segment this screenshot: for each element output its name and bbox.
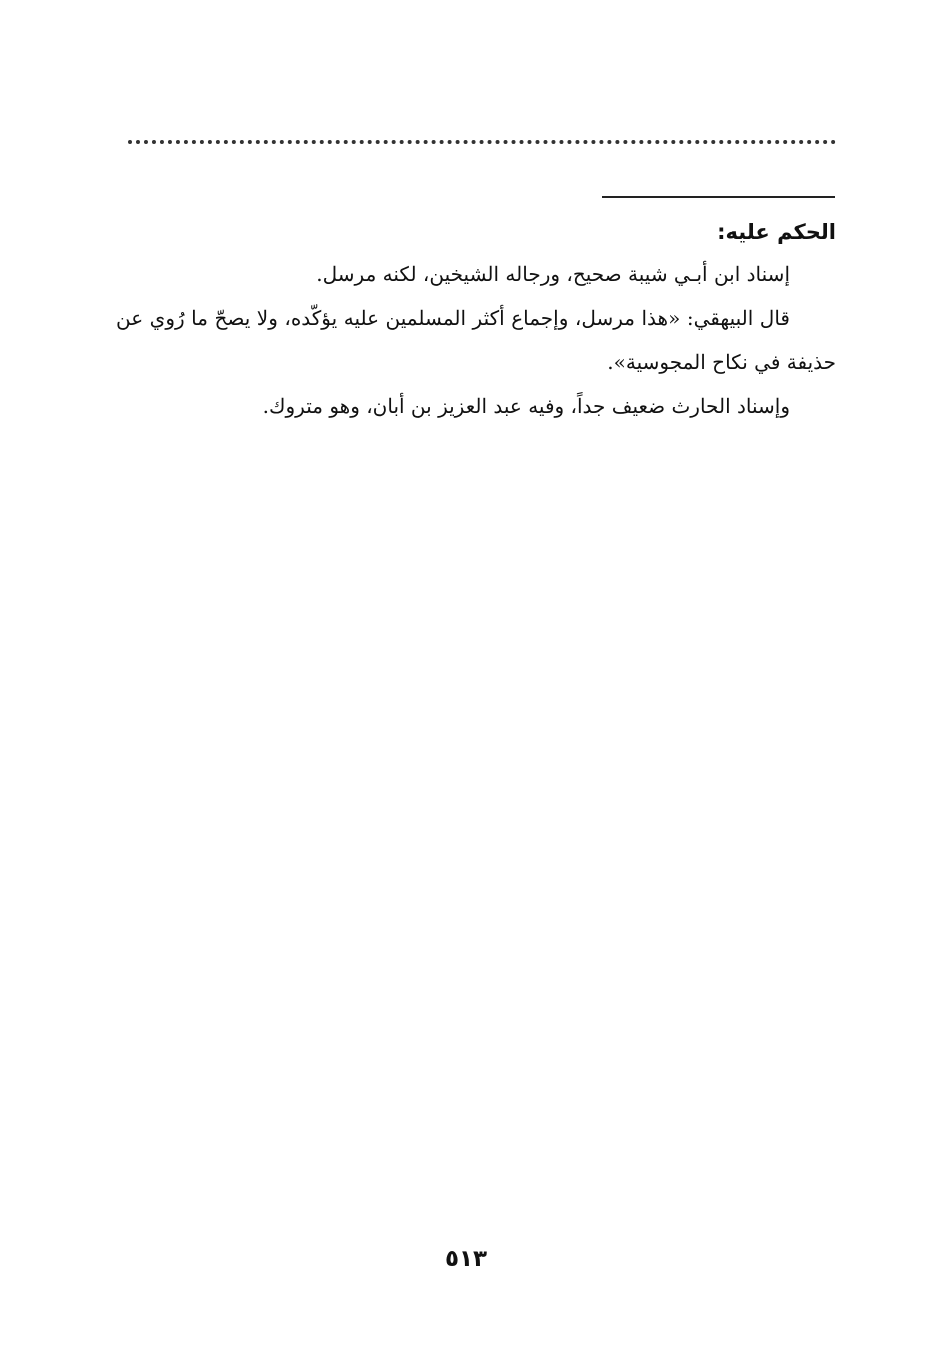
paragraph: قال البيهقي: «هذا مرسل، وإجماع أكثر المسلمين عليه يؤكّده، ولا يصحّ ما رُوي عن حذيفة في نكاح المجوسية».	[116, 306, 836, 374]
footnote-rule	[602, 196, 835, 198]
paragraph-block-3	[116, 384, 836, 428]
paragraph-block-1	[116, 252, 836, 296]
paragraph: وإسناد الحارث ضعيف جداً، وفيه عبد العزيز بن أبان، وهو متروك.	[262, 394, 790, 418]
dotted-separator	[128, 140, 836, 144]
paragraph-block-2	[116, 296, 836, 384]
paragraph: إسناد ابن أبـي شيبة صحيح، ورجاله الشيخين، لكنه مرسل.	[316, 262, 790, 286]
section-heading: الحكم عليه:	[717, 220, 836, 244]
page-number: ٥١٣	[444, 1246, 488, 1272]
